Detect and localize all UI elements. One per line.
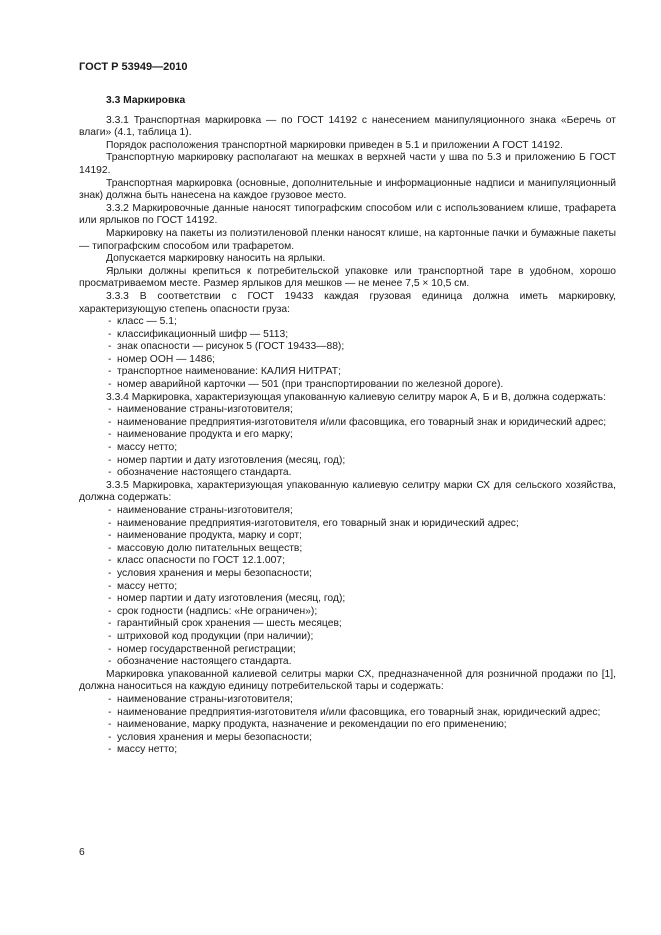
paragraph: Ярлыки должны крепиться к потребительской упаковке или транспортной таре в удобном, хорошо просматриваемом месте. Размер ярлыков для мешков — не менее 7,5 × 10,5 см. xyxy=(79,265,616,290)
list-item: - условия хранения и меры безопасности; xyxy=(108,731,312,743)
dash-marker: - xyxy=(108,605,112,617)
list-marking-retail xyxy=(79,694,616,757)
list-item: - номер партии и дату изготовления (месяц, год); xyxy=(108,593,346,605)
list-item: - наименование продукта и его марку; xyxy=(108,429,293,441)
list-item: - срок годности (надпись: «Не ограничен»); xyxy=(108,605,318,617)
list-item: - условия хранения и меры безопасности; xyxy=(108,567,312,579)
list-item: - массу нетто; xyxy=(108,442,178,454)
paragraph: Маркировка упакованной калиевой селитры марки СХ, предназначенной для розничной продажи по [1], должна наноситься на каждую единицу потребительской тары и содержать: xyxy=(79,668,616,693)
list-item: - массу нетто; xyxy=(108,744,178,756)
list-item: - номер партии и дату изготовления (месяц, год); xyxy=(108,454,346,466)
page-number: 6 xyxy=(79,847,85,858)
dash-marker: - xyxy=(108,693,112,705)
list-item: - штриховой код продукции (при наличии); xyxy=(108,630,314,642)
list-item: - номер ООН — 1486; xyxy=(108,353,216,365)
list-item: - наименование продукта, марку и сорт; xyxy=(108,530,302,542)
list-item: - обозначение настоящего стандарта. xyxy=(108,467,292,479)
dash-marker: - xyxy=(108,656,112,668)
list-item: - массовую долю питательных веществ; xyxy=(108,542,303,554)
list-item: - гарантийный срок хранения — шесть месяцев; xyxy=(108,618,342,630)
dash-marker: - xyxy=(108,442,112,454)
list-hazard xyxy=(79,316,616,392)
dash-marker: - xyxy=(108,353,112,365)
dash-marker: - xyxy=(108,719,112,731)
dash-marker: - xyxy=(108,731,112,743)
dash-marker: - xyxy=(108,505,112,516)
dash-marker: - xyxy=(108,555,112,567)
list-item: - классификационный шифр — 5113; xyxy=(108,328,289,340)
list-item: - наименование страны-изготовителя; xyxy=(108,693,293,705)
dash-marker: - xyxy=(108,706,112,718)
paragraph: 3.3.4 Маркировка, характеризующая упакованную калиевую селитру марок А, Б и В, должна содержать: xyxy=(106,391,606,403)
dash-marker: - xyxy=(108,404,112,416)
list-marking-abv xyxy=(79,404,616,480)
dash-marker: - xyxy=(108,542,112,554)
paragraph: 3.3.1 Транспортная маркировка — по ГОСТ 14192 с нанесением манипуляционного знака «Беречь от влаги» (4.1, таблица 1). xyxy=(79,114,616,139)
list-item: - обозначение настоящего стандарта. xyxy=(108,656,292,668)
paragraph: 3.3.5 Маркировка, характеризующая упакованную калиевую селитру марки СХ для сельского хозяйства, должна содержать: xyxy=(79,479,616,504)
paragraph: Транспортную маркировку располагают на мешках в верхней части у шва по 5.3 и приложению Б ГОСТ 14192. xyxy=(79,152,616,176)
dash-marker: - xyxy=(108,379,112,391)
list-item: - наименование страны-изготовителя; xyxy=(108,505,293,516)
dash-marker: - xyxy=(108,618,112,630)
paragraph: 3.3.3 В соответствии с ГОСТ 19433 каждая грузовая единица должна иметь маркировку, характеризующую степень опасности груза: xyxy=(79,290,616,315)
list-item: - наименование страны-изготовителя; xyxy=(108,404,293,416)
dash-marker: - xyxy=(108,416,112,428)
dash-marker: - xyxy=(108,467,112,479)
dash-marker: - xyxy=(108,454,112,466)
dash-marker: - xyxy=(108,316,112,328)
paragraph: 3.3.2 Маркировочные данные наносят типографским способом или с использованием клише, трафарета или ярлыков по ГОСТ 14192. xyxy=(79,202,616,227)
list-item: - наименование предприятия-изготовителя и/или фасовщика, его товарный знак и юридический адрес; xyxy=(108,416,607,428)
dash-marker: - xyxy=(108,580,112,592)
document-header: ГОСТ Р 53949—2010 xyxy=(79,61,188,73)
dash-marker: - xyxy=(108,366,112,378)
dash-marker: - xyxy=(108,567,112,579)
dash-marker: - xyxy=(108,643,112,655)
document-body xyxy=(79,95,616,757)
paragraph: Маркировку на пакеты из полиэтиленовой пленки наносят клише, на картонные пачки и бумажные пакеты — типографским способом или трафаретом. xyxy=(79,227,616,252)
list-item: - наименование предприятия-изготовителя, его товарный знак и юридический адрес; xyxy=(108,517,519,529)
list-item: - транспортное наименование: КАЛИЯ НИТРАТ; xyxy=(108,366,341,378)
dash-marker: - xyxy=(108,593,112,605)
dash-marker: - xyxy=(108,429,112,441)
list-marking-sx xyxy=(79,505,616,669)
dash-marker: - xyxy=(108,530,112,542)
dash-marker: - xyxy=(108,328,112,340)
list-item: - наименование предприятия-изготовителя и/или фасовщика, его товарный знак, юридический адрес; xyxy=(108,706,601,718)
list-item: - наименование, марку продукта, назначение и рекомендации по его применению; xyxy=(108,719,507,731)
dash-marker: - xyxy=(108,630,112,642)
list-item: - массу нетто; xyxy=(108,580,178,592)
paragraph: Допускается маркировку наносить на ярлыки. xyxy=(106,253,326,265)
list-item: - номер государственной регистрации; xyxy=(108,643,296,655)
dash-marker: - xyxy=(108,744,112,756)
paragraph: Транспортная маркировка (основные, дополнительные и информационные надписи и манипуляционный знак) должна быть нанесена на каждое грузовое место. xyxy=(79,177,616,202)
list-item: - класс опасности по ГОСТ 12.1.007; xyxy=(108,555,285,567)
dash-marker: - xyxy=(108,341,112,353)
list-item: - номер аварийной карточки — 501 (при транспортировании по железной дороге). xyxy=(108,379,504,391)
dash-marker: - xyxy=(108,517,112,529)
list-item: - знак опасности — рисунок 5 (ГОСТ 19433—88); xyxy=(108,341,345,353)
section-title: 3.3 Маркировка xyxy=(106,95,186,106)
list-item: - класс — 5.1; xyxy=(108,316,177,328)
paragraph: Порядок расположения транспортной маркировки приведен в 5.1 и приложении А ГОСТ 14192. xyxy=(106,139,563,151)
